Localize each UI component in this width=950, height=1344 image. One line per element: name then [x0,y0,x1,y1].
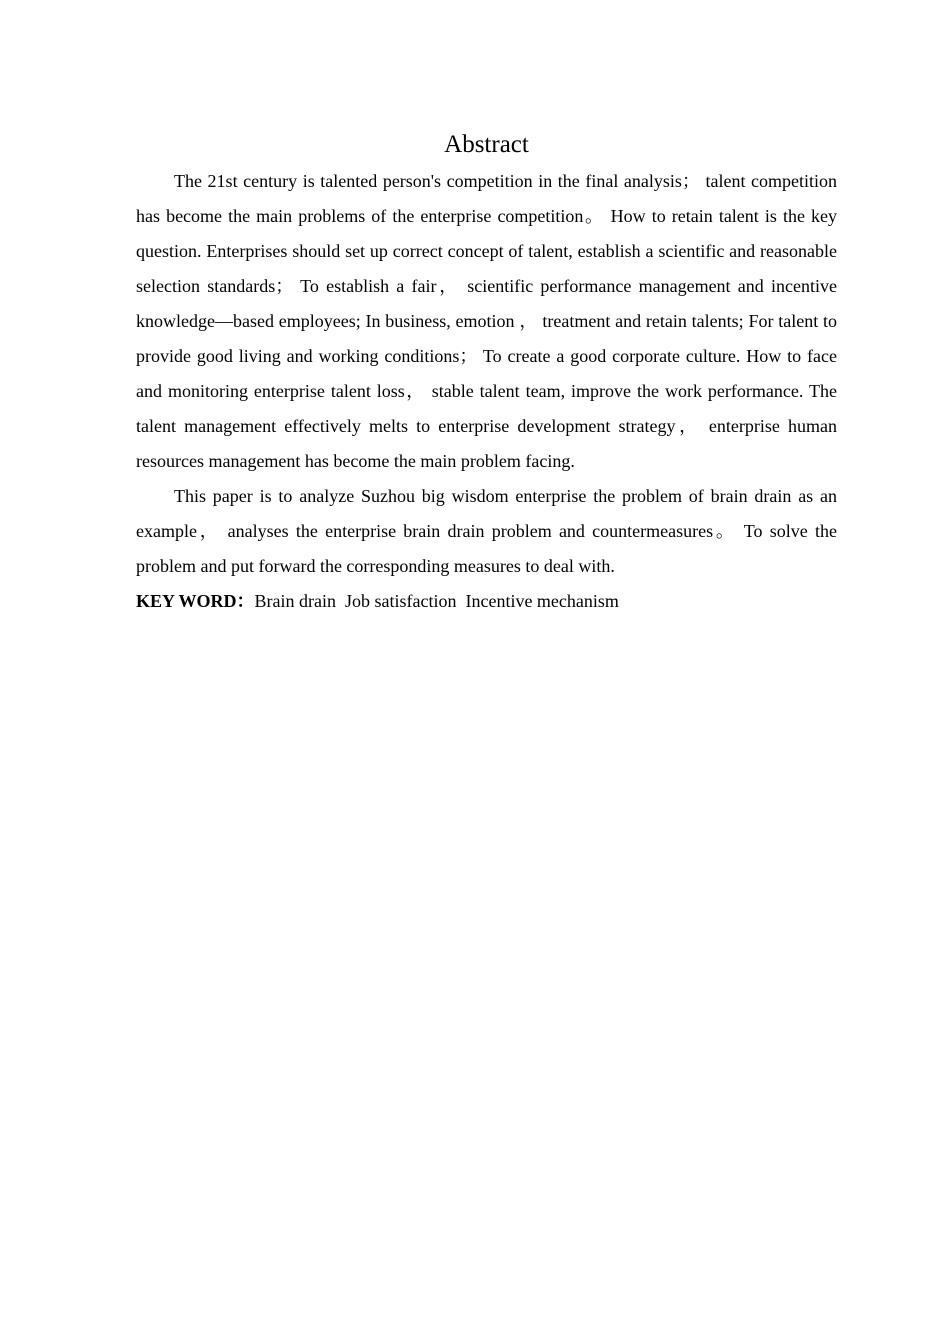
keywords-list: Brain drain Job satisfaction Incentive mechanism [254,591,619,611]
abstract-paragraph-1: The 21st century is talented person's competition in the final analysis； talent competition has become the main problems of the enterprise competition。 How to retain talent is the key question. Enterprises should set up correct concept of talent, establish a scientific and reasonable selection standards； To establish a fair， scientific performance management and incentive knowledge—based employees; In business, emotion ， treatment and retain talents; For talent to provide good living and working conditions； To create a good corporate culture. How to face and monitoring enterprise talent loss， stable talent team, improve the work performance. The talent management effectively melts to enterprise development strategy， enterprise human resources management has become the main problem facing. [136,171,837,471]
document-page [136,128,837,619]
keywords-label: KEY WORD： [136,591,255,611]
abstract-title: Abstract [444,131,529,158]
keywords-line [136,584,837,619]
abstract-paragraph-2: This paper is to analyze Suzhou big wisdom enterprise the problem of brain drain as an example， analyses the enterprise brain drain problem and countermeasures。 To solve the problem and put forward the corresponding measures to deal with. [136,486,837,576]
